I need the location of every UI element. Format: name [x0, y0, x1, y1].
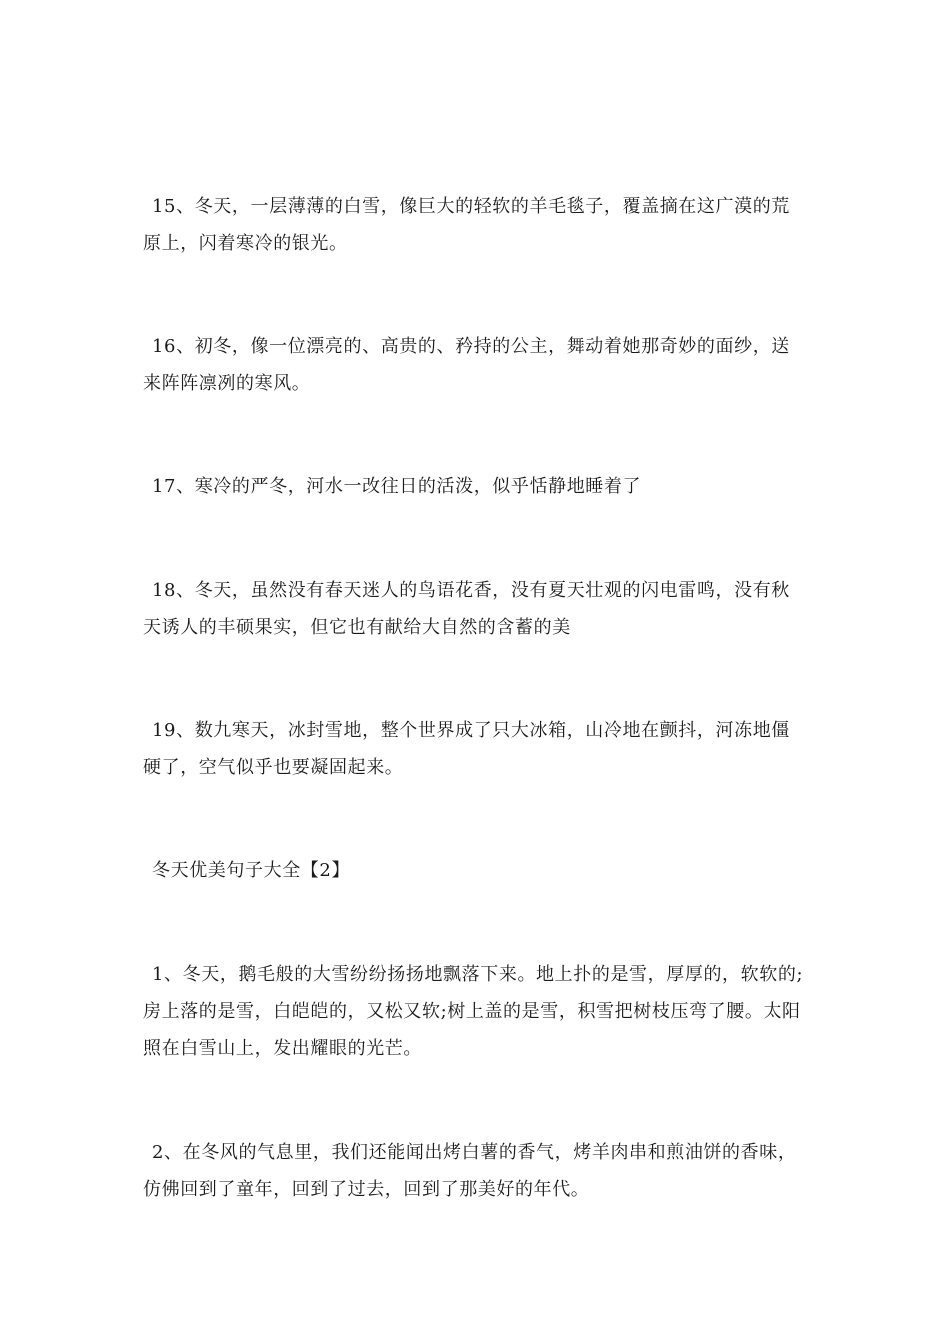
section-paragraph-1: 1、冬天，鹅毛般的大雪纷纷扬扬地飘落下来。地上扑的是雪，厚厚的，软软的;房上落的是雪，白皑皑的，又松又软;树上盖的是雪，积雪把树枝压弯了腰。太阳照在白雪山上，发出耀眼的光芒。 [143, 964, 804, 1059]
paragraph-18: 18、冬天，虽然没有春天迷人的鸟语花香，没有夏天壮观的闪电雷鸣，没有秋天诱人的丰硕果实，但它也有献给大自然的含蓄的美 [143, 580, 790, 638]
paragraph-15: 15、冬天，一层薄薄的白雪，像巨大的轻软的羊毛毯子，覆盖摘在这广漠的荒原上，闪着寒冷的银光。 [143, 196, 790, 254]
paragraph-19: 19、数九寒天，冰封雪地，整个世界成了只大冰箱，山冷地在颤抖，河冻地僵硬了，空气似乎也要凝固起来。 [143, 720, 790, 778]
section-paragraph-2: 2、在冬风的气息里，我们还能闻出烤白薯的香气，烤羊肉串和煎油饼的香味，仿佛回到了童年，回到了过去，回到了那美好的年代。 [143, 1142, 797, 1200]
paragraph-17: 17、寒冷的严冬，河水一改往日的活泼，似乎恬静地睡着了 [152, 476, 642, 497]
section-heading: 冬天优美句子大全【2】 [152, 860, 351, 881]
paragraph-16: 16、初冬，像一位漂亮的、高贵的、矜持的公主，舞动着她那奇妙的面纱，送来阵阵凛冽的寒风。 [143, 336, 790, 394]
